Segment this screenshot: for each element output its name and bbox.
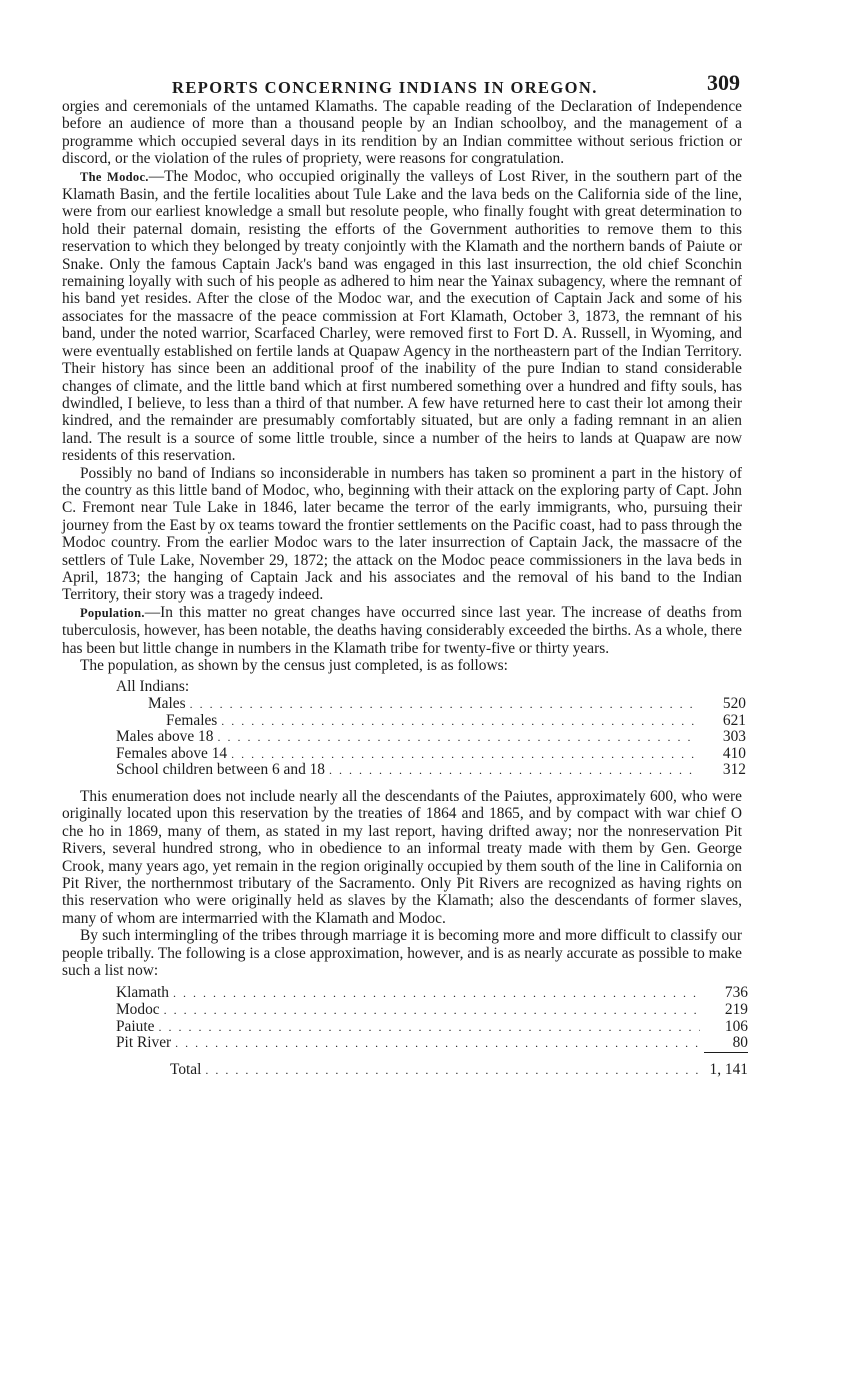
tribe-row-value: 736 (724, 984, 748, 1002)
census-row (116, 696, 746, 713)
tribes-table (116, 985, 748, 1078)
census-row-label: School children between 6 and 18 (116, 761, 325, 779)
running-head: REPORTS CONCERNING INDIANS IN OREGON. (172, 78, 598, 97)
census-row (116, 762, 746, 779)
tribe-total-value: 1, 141 (709, 1060, 748, 1078)
tribe-row-value: 219 (724, 1001, 748, 1019)
tribe-row-label: Pit River (116, 1034, 172, 1052)
leader-dots (158, 1019, 700, 1036)
census-row-value: 303 (722, 728, 746, 746)
page-header (62, 68, 742, 98)
census-row-value: 410 (722, 744, 746, 762)
paragraph-population (62, 604, 742, 657)
tribe-total-row (116, 1062, 748, 1079)
census-table (116, 679, 746, 779)
tribe-row (116, 1002, 748, 1019)
leader-dots (329, 762, 698, 779)
census-row (116, 713, 746, 730)
leader-dots (190, 696, 698, 713)
census-row-label: Males above 18 (116, 728, 214, 746)
paragraph-intermingling: By such intermingling of the tribes through marriage it is becoming more and more difficult to classify our people tribally. The following is a close approximation, however, and is as nearly accurate as possible to make such a list now: (62, 927, 742, 980)
body-text (62, 98, 748, 1078)
census-row-label: Males (148, 695, 186, 712)
census-row-label: Females above 14 (116, 744, 228, 762)
census-group-label: All Indians: (116, 678, 190, 696)
leader-dots (164, 1002, 700, 1019)
leader-dots (173, 985, 700, 1002)
paragraph-modoc-text: —The Modoc, who occupied originally the valleys of Lost River, in the southern part of the Klamath Basin, and the fertile localities about Tule Lake and the lava beds on the California side of the line, were from our earliest knowledge a small but resolute people, who finally fought with great determination to hold their paternal domain, resisting the efforts of the Government authorities to remove them to this reservation to which they belonged by treaty conjointly with the Klamath and the northern bands of Paiute or Snake. Only the famous Captain Jack's band was engaged in this last insurrection, the old chief Sconchin remaining loyally with such of his people as adhered to him near the Yainax subagency, where the remnant of his band yet resides. After the close of the Modoc war, and the execution of Captain Jack and some of his associates for the massacre of the peace commission at Fort Klamath, October 3, 1873, the remnant of his band, under the noted warrior, Scarfaced Charley, were removed first to Fort D. A. Russell, in Wyoming, and were eventually established on fertile lands at Quapaw Agency in the northeastern part of the Indian Territory. Their history has since been an additional proof of the inability of the pure Indian to stand considerable changes of climate, and the little band which at first numbered something over a hundred and fifty souls, has dwindled, I believe, to less than a third of that number. A few have returned here to cast their lot among their kindred, and the remainder are presumably comfortably situated, but are only a fading remnant in an alien land. The result is a source of some little trouble, since a number of the heirs to lands at Quapaw are now residents of this reservation. (62, 167, 742, 465)
census-row (116, 746, 746, 763)
tribe-row-label: Modoc (116, 1001, 160, 1019)
census-row-value: 520 (722, 695, 746, 712)
tribe-row (116, 985, 748, 1002)
tribe-row-value: 80 (704, 1035, 748, 1053)
tribe-row (116, 1035, 748, 1053)
paragraph-census-intro: The population, as shown by the census just completed, is as follows: (80, 657, 508, 674)
tribe-row-value: 106 (724, 1017, 748, 1035)
paragraph-enumeration: This enumeration does not include nearly all the descendants of the Paiutes, approximately 600, who were originally located upon this reservation by the treaties of 1864 and 1865, and by compact with war chief O che ho in 1869, many of them, as stated in my last report, having drifted away; nor the nonreservation Pit Rivers, several hundred strong, who in obedience to an informal treaty made with them by Gen. George Crook, many years ago, yet remain in the region originally occupied by them south of the line in California on Pit River, the northernmost tributary of the Sacramento. Only Pit Rivers are recognized as having rights on this reservation who were originally held as slaves by the Klamath; also the descendants of former slaves, many of whom are intermarried with the Klamath and Modoc. (62, 787, 742, 927)
leader-dots (217, 729, 698, 746)
tribe-row-label: Paiute (116, 1017, 155, 1035)
paragraph-continuation: orgies and ceremonials of the untamed Klamaths. The capable reading of the Declaration of Independence before an audience of more than a thousand people by an Indian schoolboy, and the management of a programme which occupied several days in its rendition by an Indian committee without serious friction or discord, or the violation of the rules of propriety, were reasons for congratulation. (62, 98, 742, 168)
census-row-value: 312 (722, 761, 746, 779)
page-number: 309 (707, 70, 740, 95)
leader-dots (175, 1035, 700, 1052)
tribe-row (116, 1019, 748, 1036)
paragraph-modoc-history: Possibly no band of Indians so inconsiderable in numbers has taken so prominent a part in the history of the country as this little band of Modoc, who, beginning with their attack on the exploring party of Capt. John C. Fremont near Tule Lake in 1846, later became the terror of the early immigrants, who, pursuing their journey from the East by ox teams toward the frontier settlements on the Pacific coast, had to pass through the Modoc country. From the earlier Modoc wars to the later insurrection of Captain Jack, the massacre of the settlers of Tule Lake, November 29, 1872; the attack on the Modoc peace commissioners in the lava beds in April, 1873; the hanging of Captain Jack and his associates and the removal of his band to the Indian Territory, their story was a tragedy indeed. (62, 464, 742, 604)
paragraph-modoc (62, 168, 742, 465)
tribe-row-label: Klamath (116, 984, 169, 1002)
tribe-total-label: Total (170, 1060, 202, 1078)
leader-dots (221, 713, 698, 730)
leader-dots (205, 1062, 700, 1079)
leader-dots (231, 746, 698, 763)
census-row-label: Females (166, 711, 218, 729)
census-row (116, 729, 746, 746)
document-page (62, 68, 748, 1087)
paragraph-population-text: —In this matter no great changes have occurred since last year. The increase of deaths from tuberculosis, however, has been notable, the deaths having considerably exceeded the births. As a whole, there has been but little change in numbers in the Klamath tribe for twenty-five or thirty years. (62, 603, 742, 657)
sidehead-modoc: The Modoc. (80, 169, 149, 184)
sidehead-population: Population. (80, 605, 145, 620)
census-row-value: 621 (722, 711, 746, 729)
